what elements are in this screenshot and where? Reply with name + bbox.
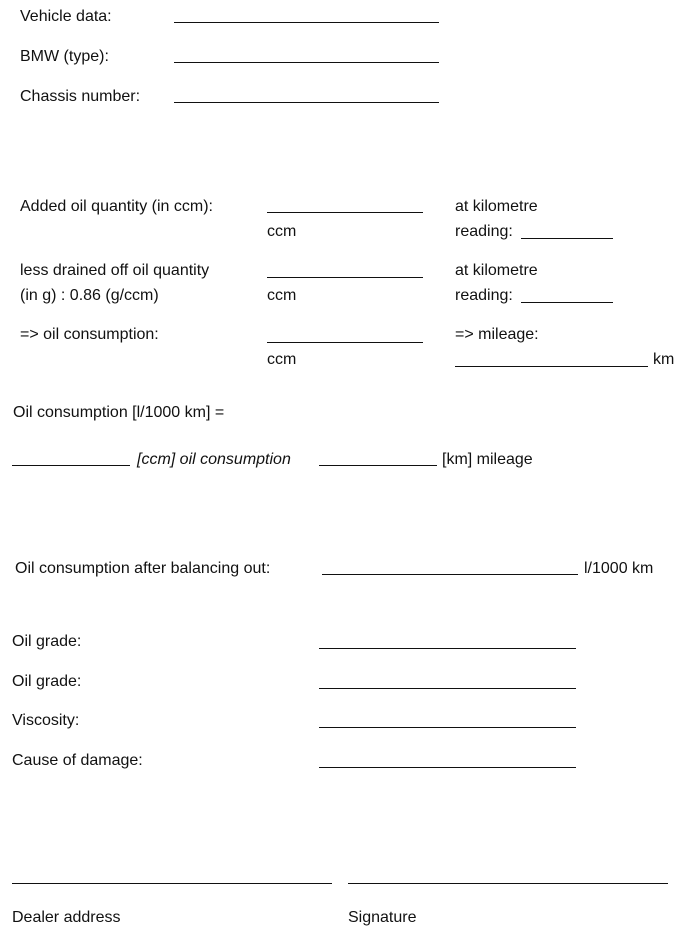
oil-consumption-unit: ccm — [267, 351, 297, 368]
oil-grade-field-2[interactable] — [319, 688, 576, 689]
vehicle-data-field[interactable] — [174, 22, 439, 23]
drained-km-field[interactable] — [521, 302, 613, 303]
bmw-type-label: BMW (type): — [20, 48, 109, 65]
bmw-type-field[interactable] — [174, 62, 439, 63]
mileage-field[interactable] — [455, 366, 648, 367]
chassis-number-label: Chassis number: — [20, 88, 141, 105]
oil-grade-label-1: Oil grade: — [12, 633, 82, 650]
cause-of-damage-label: Cause of damage: — [12, 752, 143, 769]
drained-oil-field[interactable] — [267, 277, 423, 278]
drained-oil-label-line1: less drained off oil quantity — [20, 262, 210, 279]
balancing-label: Oil consumption after balancing out: — [15, 560, 271, 577]
balancing-field[interactable] — [322, 574, 578, 575]
formula-denominator-field[interactable] — [319, 465, 437, 466]
formula-title: Oil consumption [l/1000 km] = — [13, 404, 225, 421]
drained-oil-unit: ccm — [267, 287, 297, 304]
oil-grade-label-2: Oil grade: — [12, 673, 82, 690]
oil-consumption-label: => oil consumption: — [20, 326, 159, 343]
added-oil-unit: ccm — [267, 223, 297, 240]
chassis-number-field[interactable] — [174, 102, 439, 103]
formula-denominator-text: [km] mileage — [442, 451, 533, 468]
drained-km-label-line1: at kilometre — [455, 262, 538, 279]
vehicle-data-label: Vehicle data: — [20, 8, 112, 25]
formula-numerator-text: [ccm] oil consumption — [137, 451, 291, 468]
added-km-label-line2: reading: — [455, 223, 513, 240]
formula-numerator-field[interactable] — [12, 465, 130, 466]
signature-field[interactable] — [348, 883, 668, 884]
added-oil-field[interactable] — [267, 212, 423, 213]
oil-consumption-field[interactable] — [267, 342, 423, 343]
dealer-address-field[interactable] — [12, 883, 332, 884]
dealer-address-label: Dealer address — [12, 909, 121, 926]
mileage-unit: km — [653, 351, 675, 368]
mileage-label: => mileage: — [455, 326, 539, 343]
cause-of-damage-field[interactable] — [319, 767, 576, 768]
viscosity-field[interactable] — [319, 727, 576, 728]
viscosity-label: Viscosity: — [12, 712, 80, 729]
added-km-label-line1: at kilometre — [455, 198, 538, 215]
drained-oil-label-line2: (in g) : 0.86 (g/ccm) — [20, 287, 159, 304]
signature-label: Signature — [348, 909, 417, 926]
drained-km-label-line2: reading: — [455, 287, 513, 304]
balancing-unit: l/1000 km — [584, 560, 654, 577]
oil-grade-field-1[interactable] — [319, 648, 576, 649]
added-oil-label: Added oil quantity (in ccm): — [20, 198, 213, 215]
added-km-field[interactable] — [521, 238, 613, 239]
